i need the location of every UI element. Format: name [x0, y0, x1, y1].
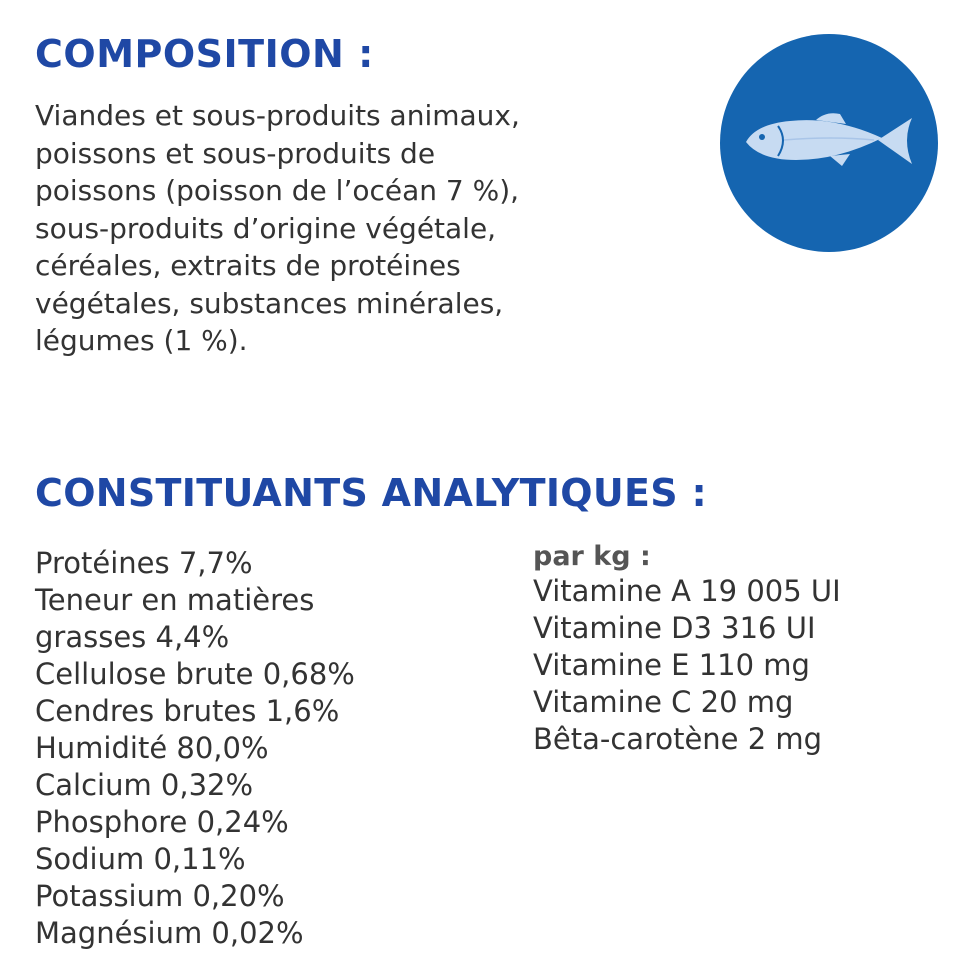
list-item: Humidité 80,0% [35, 731, 269, 765]
constituants-title: CONSTITUANTS ANALYTIQUES : [35, 471, 707, 515]
list-item: Vitamine A 19 005 UI [533, 574, 841, 608]
composition-line: végétales, substances minérales, [35, 286, 504, 320]
composition-line: sous-produits d’origine végétale, [35, 211, 497, 245]
composition-title: COMPOSITION : [35, 32, 374, 76]
list-item: Teneur en matières [35, 583, 315, 617]
list-item: Cellulose brute 0,68% [35, 657, 355, 691]
constituants-list [35, 545, 355, 952]
list-item: Vitamine E 110 mg [533, 648, 810, 682]
list-item: Bêta-carotène 2 mg [533, 722, 823, 756]
list-item: Potassium 0,20% [35, 879, 285, 913]
composition-line: poissons et sous-produits de [35, 136, 436, 170]
composition-text [35, 97, 675, 360]
list-item: Sodium 0,11% [35, 842, 246, 876]
composition-line: légumes (1 %). [35, 324, 248, 357]
list-item: Calcium 0,32% [35, 768, 254, 802]
composition-line: céréales, extraits de protéines [35, 249, 461, 282]
composition-line: poissons (poisson de l’océan 7 %), [35, 174, 520, 207]
list-item: Vitamine C 20 mg [533, 685, 794, 719]
fish-icon [742, 110, 914, 170]
list-item: Magnésium 0,02% [35, 916, 304, 950]
per-kg-heading: par kg : [533, 541, 651, 572]
fish-badge [720, 34, 938, 252]
list-item: Cendres brutes 1,6% [35, 694, 340, 728]
list-item: Protéines 7,7% [35, 546, 253, 580]
list-item: Phosphore 0,24% [35, 805, 289, 839]
list-item: grasses 4,4% [35, 620, 230, 654]
list-item: Vitamine D3 316 UI [533, 611, 816, 645]
vitamins-list [533, 540, 841, 758]
composition-line: Viandes et sous-produits animaux, [35, 99, 520, 132]
